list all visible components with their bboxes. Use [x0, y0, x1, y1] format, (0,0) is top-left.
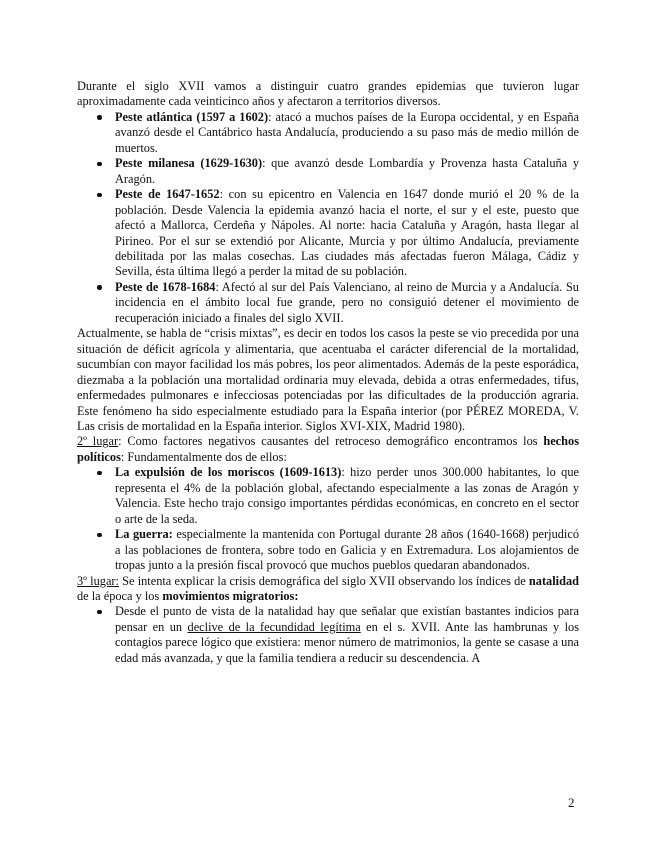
bold-term: movimientos migratorios: — [162, 588, 299, 603]
paragraph-text: Se intenta explicar la crisis demográfica del siglo XVII observando los índices de — [118, 573, 529, 588]
natalidad-list — [77, 604, 579, 666]
crisis-mixtas-paragraph: Actualmente, se habla de “crisis mixtas”, es decir en todos los casos la peste se vio precedida por una situación de déficit agrícola y alimentaria, que acentuaba el carácter diferencial de la mortalidad, sucumbían con mayor facilidad los más pobres, los peor alimentados. Además de la peste esporádica, diezmaba a la población una mortalidad ordinaria muy elevada, debida a otras enfermedades, tifus, enfermedades pulmonares e infecciosas potenciadas por las dificultades de la producción agraria. Este fenómeno ha sido especialmente estudiado para la España interior (por PÉREZ MOREDA, V. Las crisis de mortalidad en la España interior. Siglos XVI-XIX, Madrid 1980). — [77, 326, 579, 433]
item-text: en el s. XVII. Ante las hambrunas y los contagios parece lógico que existiera: menor número de matrimonios, la gente se casase a una edad más avanzada, y que la familia tendiera a reducir su descendencia. A — [115, 619, 580, 665]
paragraph-text: : Fundamentalmente dos de ellos: — [120, 449, 287, 464]
underlined-term: declive de la fecundidad legítima — [187, 619, 361, 634]
epidemic-text: : con su epicentro en Valencia en 1647 donde murió el 20 % de la población. Desde Valencia la epidemia avanzó hacia el norte, el sur y el este, puesto que afectó a Mallorca, Cerdeña y Nápoles. Al norte: hacia Cataluña y Aragón, hasta llegar al Pirineo. Por el sur se extendió por Alicante, Murcia y por último Andalucía, previamente debilitada por las malas cosechas. Las ciudades más afectadas fueron Málaga, Cádiz y Sevilla, ésta última llegó a perder la mitad de su población. — [115, 187, 579, 279]
bold-term: natalidad — [528, 573, 579, 588]
epidemic-name: Peste de 1647-1652 — [115, 187, 220, 202]
page-number: 2 — [568, 795, 575, 810]
factor-name: La expulsión de los moriscos (1609-1613) — [115, 465, 342, 480]
list-item — [77, 465, 579, 527]
list-item — [77, 604, 579, 666]
list-item — [77, 110, 579, 156]
section-label: 2º lugar — [77, 434, 119, 449]
section-label: 3º lugar: — [77, 573, 119, 588]
epidemic-text: : que avanzó desde Lombardía y Provenza hasta Cataluña y Aragón. — [115, 156, 579, 186]
epidemic-name: Peste de 1678-1684 — [115, 279, 216, 294]
list-item — [77, 280, 579, 326]
third-place-paragraph — [77, 574, 579, 605]
item-text: Desde el punto de vista de la natalidad hay que señalar que existían bastantes indicios para pensar en un — [115, 604, 579, 634]
list-item — [77, 156, 579, 187]
paragraph-text: : Como factores negativos causantes del retroceso demográfico encontramos los — [118, 434, 544, 449]
factor-text: especialmente la mantenida con Portugal durante 28 años (1640-1668) perjudicó a las poblaciones de frontera, sobre todo en Galicia y en Extremadura. Los alojamientos de tropas junto a la presión fiscal provocó que muchos pueblos quedaran abandonados. — [115, 527, 579, 573]
factor-name: La guerra: — [115, 527, 173, 542]
list-item — [77, 187, 579, 280]
paragraph-text: de la época y los — [77, 588, 163, 603]
intro-paragraph: Durante el siglo XVII vamos a distinguir cuatro grandes epidemias que tuvieron lugar aproximadamente cada veinticinco años y afectaron a territorios diversos. — [77, 79, 579, 109]
list-item — [77, 527, 579, 573]
epidemic-name: Peste atlántica (1597 a 1602) — [115, 109, 269, 124]
page-body — [77, 79, 579, 666]
second-place-paragraph — [77, 434, 579, 465]
epidemic-text: : Afectó al sur del País Valenciano, al reino de Murcia y a Andalucía. Su incidencia en el ámbito local fue grande, pero no consiguió detener el movimiento de recuperación iniciado a finales del siglo XVII. — [115, 279, 579, 325]
epidemic-name: Peste milanesa (1629-1630) — [115, 156, 263, 171]
factor-text: : hizo perder unos 300.000 habitantes, lo que representa el 4% de la población global, afectando especialmente a las zonas de Aragón y Valencia. Este hecho trajo consigo importantes pérdidas económicas, en concreto en el sector o arte de la seda. — [115, 465, 579, 526]
epidemic-text: : atacó a muchos países de la Europa occidental, y en España avanzó desde el Cantábrico hasta Andalucía, produciendo a su paso más de medio millón de muertos. — [115, 109, 579, 155]
bold-term: hechos políticos — [77, 434, 579, 464]
political-list — [77, 465, 579, 573]
epidemics-list — [77, 110, 579, 326]
